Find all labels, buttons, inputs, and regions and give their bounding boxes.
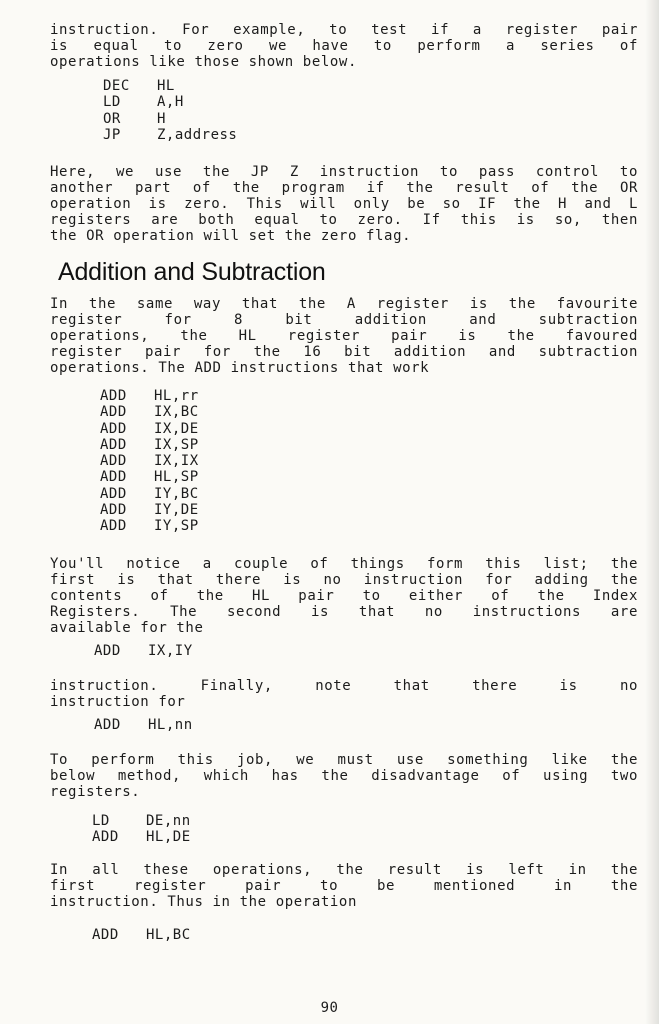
text-line: register pair for the 16 bit addition and subtraction — [50, 344, 638, 360]
code-opcode: ADD — [100, 518, 127, 535]
paragraph-jp-z-explanation — [50, 164, 638, 244]
text-line: You'll notice a couple of things form this list; the — [50, 556, 638, 572]
code-opcode: ADD — [100, 453, 127, 470]
code-operand: HL,BC — [146, 927, 191, 943]
code-line — [100, 502, 199, 518]
text-line: available for the — [50, 620, 204, 636]
code-operand: Z,address — [157, 126, 238, 143]
code-opcode: JP — [103, 126, 121, 143]
section-heading: Addition and Subtraction — [58, 258, 326, 286]
code-opcode: ADD — [100, 420, 127, 437]
code-operand: IX,SP — [154, 436, 199, 453]
code-listing-add-hl-nn — [94, 717, 193, 733]
code-listing-ld-add — [92, 813, 191, 846]
code-opcode: ADD — [92, 829, 119, 846]
code-operand: IY,SP — [154, 518, 199, 535]
code-line — [100, 388, 199, 404]
code-line — [100, 469, 199, 485]
code-line — [100, 421, 199, 437]
code-line — [94, 717, 193, 733]
code-line — [100, 453, 199, 469]
text-line: another part of the program if the result of the OR — [50, 180, 638, 196]
code-line — [103, 111, 237, 127]
code-opcode: ADD — [92, 927, 119, 943]
paragraph-result-left — [50, 862, 638, 910]
paragraph-finally-note — [50, 678, 638, 710]
code-operand: A,H — [157, 94, 184, 111]
code-opcode: OR — [103, 110, 121, 127]
code-opcode: ADD — [100, 436, 127, 453]
text-line: operations. The ADD instructions that work — [50, 360, 430, 376]
text-line: is equal to zero we have to perform a series of — [50, 38, 638, 54]
code-operand: HL,rr — [154, 388, 199, 404]
code-line — [92, 813, 191, 829]
code-line — [100, 518, 199, 534]
text-line: operations like those shown below. — [50, 54, 357, 70]
text-line: instruction. Finally, note that there is no — [50, 678, 638, 694]
code-operand: IX,IY — [148, 643, 193, 659]
code-operand: IX,DE — [154, 420, 199, 437]
code-operand: IY,DE — [154, 502, 199, 519]
code-opcode: DEC — [103, 78, 130, 94]
text-line: Registers. The second is that no instructions are — [50, 604, 638, 620]
paragraph-list-observations — [50, 556, 638, 636]
code-line — [92, 829, 191, 845]
text-line: contents of the HL pair to either of the Index — [50, 588, 638, 604]
code-operand: HL,DE — [146, 829, 191, 846]
text-line: operations, the HL register pair is the favoured — [50, 328, 638, 344]
code-operand: H — [157, 110, 166, 127]
text-line: instruction. For example, to test if a register pair — [50, 22, 638, 38]
text-line: operation is zero. This will only be so IF the H and L — [50, 196, 638, 212]
code-listing-add-hl-bc — [92, 927, 191, 943]
code-line — [100, 404, 199, 420]
code-opcode: LD — [103, 94, 121, 111]
text-line: In the same way that the A register is the favourite — [50, 296, 638, 312]
code-opcode: ADD — [100, 469, 127, 486]
code-opcode: ADD — [100, 388, 127, 404]
page-number: 90 — [320, 1000, 339, 1016]
code-opcode: ADD — [94, 643, 121, 659]
code-opcode: LD — [92, 813, 110, 829]
code-operand: IY,BC — [154, 485, 199, 502]
code-opcode: ADD — [100, 404, 127, 421]
text-line: registers. — [50, 784, 141, 800]
code-operand: IX,BC — [154, 404, 199, 421]
text-line: instruction for — [50, 694, 186, 710]
code-opcode: ADD — [94, 717, 121, 733]
code-operand: IX,IX — [154, 453, 199, 470]
code-line — [100, 437, 199, 453]
paragraph-register-pair-test — [50, 22, 638, 70]
paragraph-hl-favoured-pair — [50, 296, 638, 376]
code-line — [103, 78, 237, 94]
text-line: registers are both equal to zero. If this is so, then — [50, 212, 638, 228]
code-operand: HL — [157, 78, 175, 94]
code-listing-add-ix-iy — [94, 643, 193, 659]
text-line: below method, which has the disadvantage of using two — [50, 768, 638, 784]
code-line — [100, 486, 199, 502]
code-listing-add-instructions — [100, 388, 199, 535]
code-operand: DE,nn — [146, 813, 191, 829]
text-line: the OR operation will set the zero flag. — [50, 228, 412, 244]
text-line: instruction. Thus in the operation — [50, 894, 357, 910]
code-line — [103, 127, 237, 143]
code-opcode: ADD — [100, 485, 127, 502]
text-line: Here, we use the JP Z instruction to pass control to — [50, 164, 638, 180]
code-listing-dec-ld-or-jp — [103, 78, 237, 143]
paragraph-perform-job — [50, 752, 638, 800]
text-line: first is that there is no instruction for adding the — [50, 572, 638, 588]
text-line: register for 8 bit addition and subtraction — [50, 312, 638, 328]
text-line: In all these operations, the result is left in the — [50, 862, 638, 878]
code-line — [92, 927, 191, 943]
code-operand: HL,SP — [154, 469, 199, 486]
text-line: To perform this job, we must use something like the — [50, 752, 638, 768]
text-line: first register pair to be mentioned in the — [50, 878, 638, 894]
code-operand: HL,nn — [148, 717, 193, 733]
code-line — [103, 94, 237, 110]
page-edge-shadow — [645, 0, 659, 1024]
code-line — [94, 643, 193, 659]
code-opcode: ADD — [100, 502, 127, 519]
